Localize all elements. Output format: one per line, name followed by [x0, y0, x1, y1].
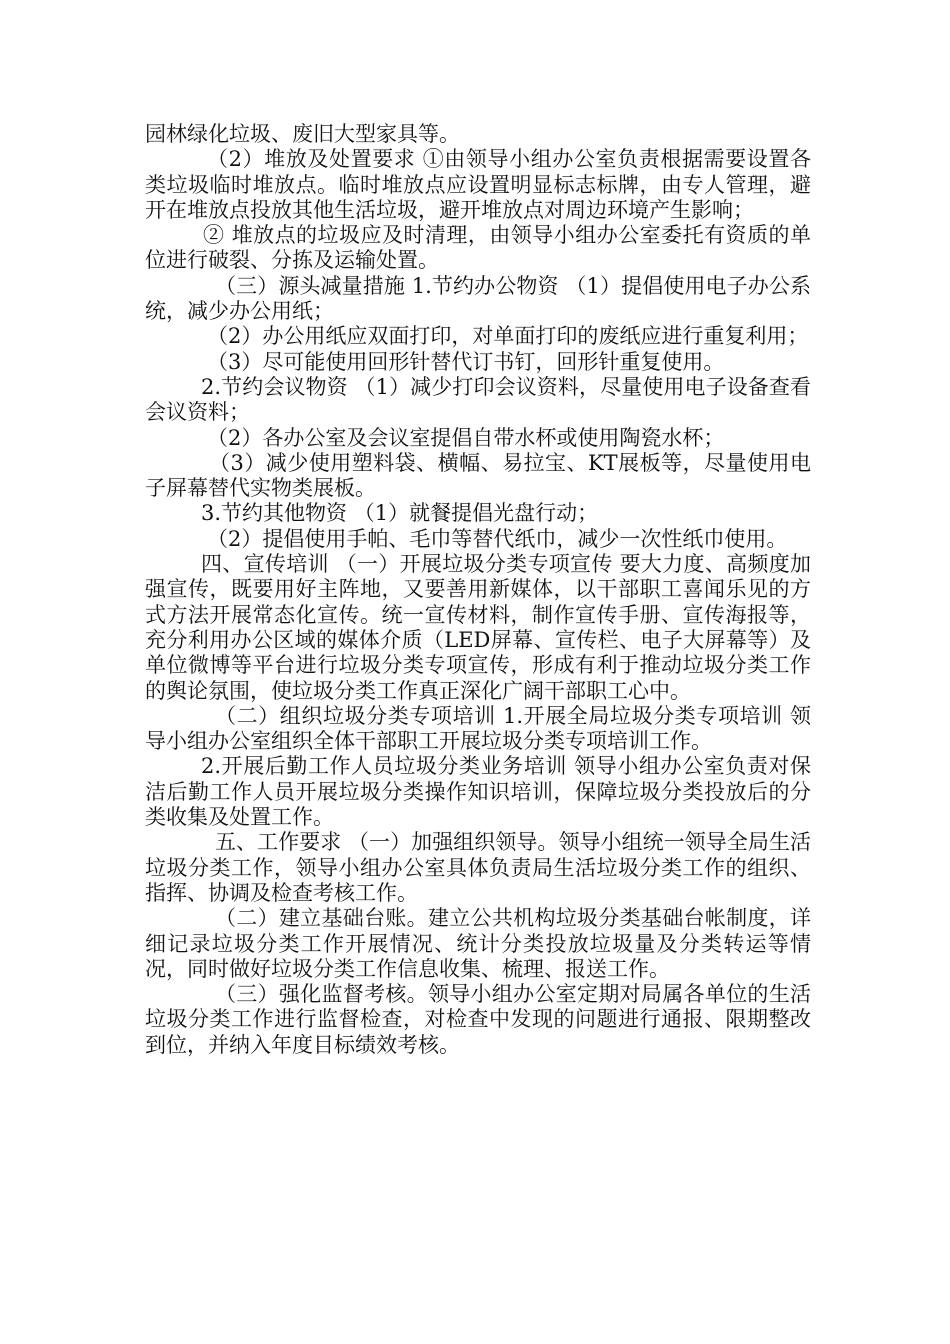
paragraph-storage-cleanup: ② 堆放点的垃圾应及时清理，由领导小组办公室委托有资质的单位进行破裂、分拣及运输处置。	[145, 223, 811, 273]
paragraph-organize-training: （二）组织垃圾分类专项培训 1.开展全局垃圾分类专项培训 领导小组办公室组织全体干部职工开展垃圾分类专项培训工作。	[145, 703, 811, 754]
paragraph-work-requirements: 五、工作要求 （一）加强组织领导。领导小组统一领导全局生活垃圾分类工作，领导小组办公室具体负责局生活垃圾分类工作的组织、指挥、协调及检查考核工作。	[145, 830, 811, 905]
paragraph-double-sided-printing: （2）办公用纸应双面打印，对单面打印的废纸应进行重复利用；	[207, 324, 809, 349]
paragraph-source-reduction: （三）源头减量措施 1.节约办公物资 （1）提倡使用电子办公系统，减少办公用纸；	[145, 273, 811, 324]
paragraph-water-cups: （2）各办公室及会议室提倡自带水杯或使用陶瓷水杯；	[207, 425, 725, 450]
paragraph-basic-ledger: （二）建立基础台账。建立公共机构垃圾分类基础台帐制度，详细记录垃圾分类工作开展情况、统计分类投放垃圾量及分类转运等情况，同时做好垃圾分类工作信息收集、梳理、报送工作。	[145, 906, 811, 981]
paragraph-storage-requirements: （2）堆放及处置要求 ①由领导小组办公室负责根据需要设置各类垃圾临时堆放点。临时堆放点应设置明显标志标牌，由专人管理，避开在堆放点投放其他生活垃圾，避开堆放点对周边环境产生影响；	[145, 147, 811, 222]
paragraph-plastic-reduction: （3）减少使用塑料袋、横幅、易拉宝、KT展板等，尽量使用电子屏幕替代实物类展板。	[145, 450, 811, 501]
paragraph-supervision: （三）强化监督考核。领导小组办公室定期对局属各单位的生活垃圾分类工作进行监督检查，对检查中发现的问题进行通报、限期整改到位，并纳入年度目标绩效考核。	[145, 982, 811, 1057]
document-body	[145, 122, 811, 1058]
paragraph-continuation: 园林绿化垃圾、废旧大型家具等。	[145, 122, 460, 146]
paragraph-handkerchiefs: （2）提倡使用手帕、毛巾等替代纸巾，减少一次性纸巾使用。	[207, 526, 788, 551]
paragraph-paper-clips: （3）尽可能使用回形针替代订书钉，回形针重复使用。	[207, 349, 725, 374]
paragraph-meeting-supplies: 2.节约会议物资 （1）减少打印会议资料，尽量使用电子设备查看会议资料；	[145, 374, 811, 425]
paragraph-other-supplies: 3.节约其他物资 （1）就餐提倡光盘行动；	[201, 501, 599, 526]
paragraph-publicity-training: 四、宣传培训 （一）开展垃圾分类专项宣传 要大力度、高频度加强宣传，既要用好主阵地，又要善用新媒体，以干部职工喜闻乐见的方式方法开展常态化宣传。统一宣传材料，制作宣传手册、宣传海报等，充分利用办公区域的媒体介质（LED屏幕、宣传栏、电子大屏幕等）及单位微博等平台进行垃圾分类专项宣传，形成有利于推动垃圾分类工作的舆论氛围，使垃圾分类工作真正深化广阔干部职工心中。	[145, 552, 811, 703]
paragraph-logistics-training: 2.开展后勤工作人员垃圾分类业务培训 领导小组办公室负责对保洁后勤工作人员开展垃圾分类操作知识培训，保障垃圾分类投放后的分类收集及处置工作。	[145, 754, 811, 830]
